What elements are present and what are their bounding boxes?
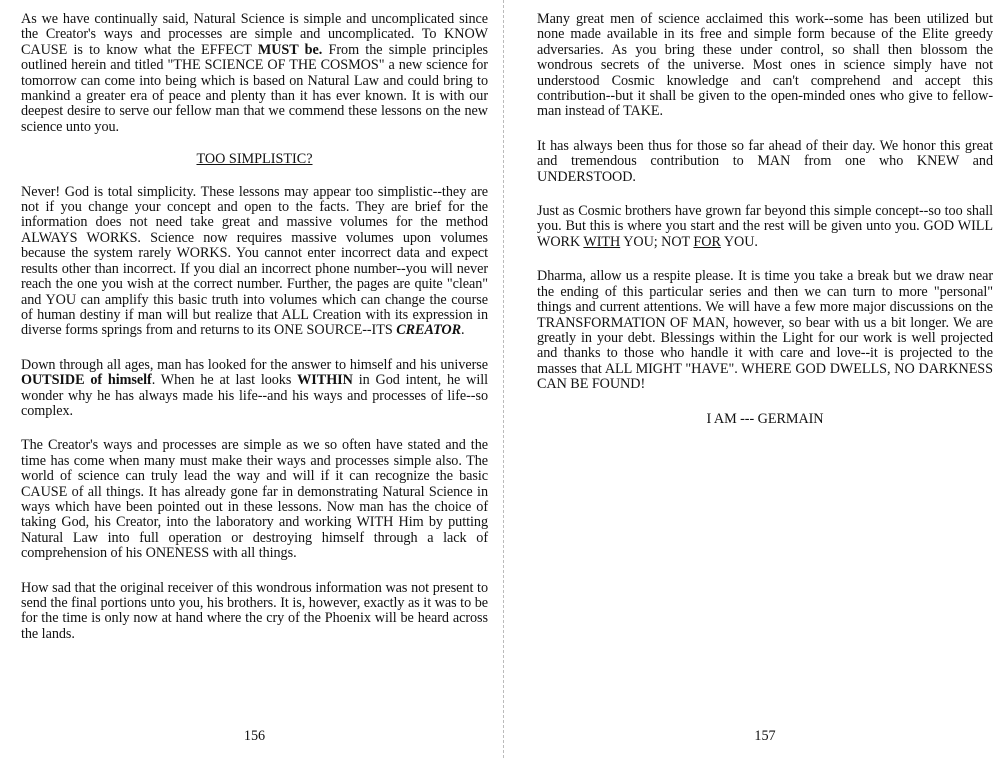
bold-italic-text: CREATOR [396,322,462,339]
right-paragraph-2: It has always been thus for those so far ahead of their day. We honor this great and tremendous contribution to MAN from one who KNEW and UNDERSTOOD. [537,137,993,185]
book-spine-divider [503,0,504,758]
left-paragraph-4: The Creator's ways and processes are simple as we so often have stated and the time has come when many must make their ways and processes simple also. The world of science can truly lead the way and will if it can recognize the basic CAUSE of all things. It has already gone far in demonstrating Natural Science in ways which have been pointed out in these lessons. Now man has the choice of taking God, his Creator, into the laboratory and working WITH Him by putting Natural Law into full operation or destroying himself through a lack of comprehension of his ONENESS with all things. [21,437,488,562]
bold-text: WITHIN [297,372,353,389]
left-paragraph-5: How sad that the original receiver of this wondrous information was not present to send the final portions unto you, his brothers. It is, however, exactly as it was to be for the time is only now at hand where the cry of the Phoenix will be heard across the lands. [21,579,488,642]
right-paragraph-1: Many great men of science acclaimed this work--some has been utilized but none made available in its free and simple form because of the Elite greedy adversaries. As you bring these under control, so shall then blossom the wondrous secrets of the universe. Most ones in science simply have not understood Cosmic knowledge and can't comprehend and accept this contribution--but it shall be given to the open-minded ones who give to fellow-man instead of TAKE. [537,11,993,120]
left-paragraph-2 [21,185,488,339]
left-page [0,0,500,758]
text-run: . When he at last looks [151,372,298,389]
right-paragraph-4: Dharma, allow us a respite please. It is time you take a break but we draw near the ending of this particular series and then we can turn to more "personal" things and current attentions. We will have a few more major discussions on the TRANSFORMATION OF MAN, however, so bear with us a bit longer. We are greatly in your debt. Blessings within the Light for our work is well projected and thanks to those who handle it with care and love--it is projected to the masses that ALL MIGHT "HAVE". WHERE GOD DWELLS, NO DARKNESS CAN BE FOUND! [537,268,993,393]
text-run: As we have continually said, Natural Science is simple and uncomplicated since the Creator's ways and processes are simple and uncomplicated. To KNOW CAUSE is to know what the EFFECT [21,11,488,58]
left-paragraph-1 [21,12,488,135]
text-run: From the simple principles outlined herein and titled "THE SCIENCE OF THE COSMOS" a new science for tomorrow can come into being which is based on Natural Law and could bring to mankind a greater era of peace and plenty than it has ever known. It is with our deepest desire to serve our fellow man that we commend these lessons on the new science unto you. [21,41,488,135]
bold-text: OUTSIDE of himself [21,372,152,389]
right-paragraph-3 [537,204,993,250]
text-run: Just as Cosmic brothers have grown far beyond this simple concept--so too shall you. But this is where you start and the rest will be given unto you. GOD WILL WORK [537,203,993,250]
text-run: in God intent, he will wonder why he has always made his life--and his ways and processes of life--so complex. [21,372,488,419]
left-paragraph-3 [21,358,488,420]
underlined-text: FOR [693,233,721,250]
text-run: YOU; NOT [620,233,694,250]
section-heading: TOO SIMPLISTIC? [196,151,313,168]
page-number-right: 157 [754,728,776,744]
underlined-text: WITH [583,233,621,250]
text-run: Down through all ages, man has looked for the answer to himself and his universe [21,356,488,373]
right-page [510,0,1007,758]
signature: I AM --- GERMAIN [706,410,824,427]
text-run: Never! God is total simplicity. These lessons may appear too simplistic--they are not if you change your concept and open to the facts. They are brief for the information does not need take great and massive volumes for the method ALWAYS WORKS. Science now requires massive volumes upon volumes because the system rarely WORKS. You cannot enter incorrect data and expect results other than incorrect. If you dial an incorrect phone number--you will never reach the one you wish at the correct number. Further, the pages are quite "clean" and YOU can amplify this basic truth into volumes which can change the course of human destiny if man will but realize that ALL Creation with its expression in diverse forms springs from and returns to its ONE SOURCE--ITS [21,183,488,339]
bold-text: MUST be. [257,41,323,58]
text-run: . [461,322,465,339]
text-run: YOU. [720,233,758,250]
page-number-left: 156 [243,728,266,744]
